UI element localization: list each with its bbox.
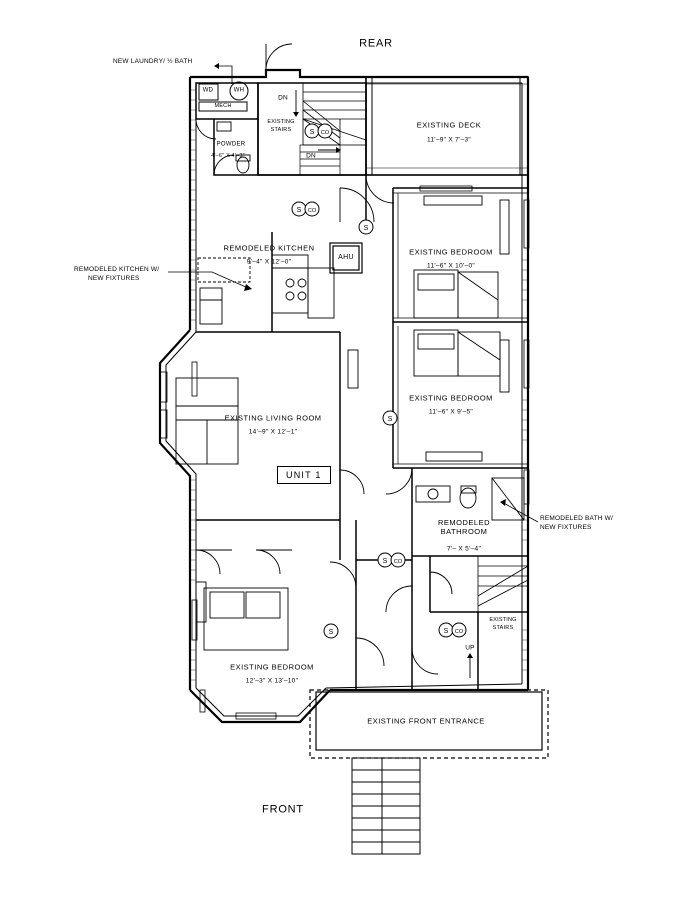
svg-text:CO: CO (454, 629, 464, 635)
callout-remodeled-kitchen (74, 266, 159, 284)
svg-text:S: S (382, 558, 388, 565)
room-dim-remodeled-kitchen: 9'–4" X 12'–0" (246, 258, 292, 266)
direction-label-up: UP (465, 644, 475, 652)
callout-remodeled-bath (540, 515, 613, 533)
svg-text:S: S (328, 629, 334, 636)
room-label-existing-bedroom-3: EXISTING BEDROOM (230, 662, 314, 672)
callout-remodeled-bath-line2: NEW FIXTURES (540, 523, 592, 531)
stairs-label-front-line1: EXISTING (489, 616, 517, 623)
svg-text:CO: CO (307, 208, 317, 214)
stairs-label-rear-line2: STAIRS (270, 126, 292, 133)
svg-text:S: S (387, 416, 393, 423)
direction-label-dn-upper: DN (278, 94, 288, 102)
fixture-label-washer-dryer: WD (202, 87, 214, 94)
callout-new-laundry-half-bath: NEW LAUNDRY/ ½ BATH (113, 58, 193, 65)
wall-hatching (190, 87, 528, 680)
room-label-existing-bedroom-2: EXISTING BEDROOM (409, 393, 493, 403)
rear-stair-arrow (293, 90, 299, 117)
svg-text:CO: CO (320, 130, 330, 136)
room-dim-existing-bedroom-2: 11'–6" X 9'–5" (428, 408, 474, 416)
callout-leaders (168, 63, 538, 522)
room-label-remodeled-kitchen: REMODELED KITCHEN (223, 243, 315, 253)
direction-label-dn-lower: DN (306, 152, 316, 160)
callout-remodeled-kitchen-line2: NEW FIXTURES (88, 274, 140, 282)
fixture-label-ahu: AHU (338, 253, 354, 261)
up-arrow-line (467, 653, 473, 678)
stairs-label-rear-line1: EXISTING (267, 118, 295, 125)
room-label-remodeled-bathroom: REMODELED BATHROOM (437, 518, 490, 536)
room-label-existing-front-entrance: EXISTING FRONT ENTRANCE (367, 716, 485, 726)
room-label-existing-living-room: EXISTING LIVING ROOM (224, 413, 322, 423)
front-bedroom-furniture (196, 550, 292, 650)
front-stairs-treads (478, 556, 528, 612)
svg-text:S: S (363, 225, 369, 232)
callout-remodeled-kitchen-line1: REMODELED KITCHEN W/ (74, 266, 160, 273)
room-dim-remodeled-bathroom: 7'– X 5'–4" (446, 545, 482, 553)
lower-stair-treads (300, 145, 340, 175)
front-steps (352, 758, 420, 854)
svg-text:CO: CO (393, 559, 403, 565)
room-label-existing-bedroom-1: EXISTING BEDROOM (409, 247, 493, 257)
partition-inner-lines (393, 193, 528, 464)
living-room-walls (196, 332, 412, 690)
room-dim-existing-bedroom-1: 11'–6" X 10'–0" (427, 262, 475, 270)
fixture-label-water-heater: WH (233, 87, 245, 94)
rear-orientation-label: REAR (359, 37, 393, 50)
unit-tag: UNIT 1 (277, 466, 331, 484)
room-label-powder: POWDER (216, 141, 246, 148)
room-dim-existing-living-room: 14'–9" X 12'–1" (248, 428, 298, 436)
room-label-existing-deck: EXISTING DECK (416, 120, 482, 130)
room-dim-existing-bedroom-3: 12'–3" X 13'–10" (245, 677, 299, 685)
svg-text:S: S (443, 628, 449, 635)
bathroom-fixtures (416, 478, 524, 520)
living-room-furniture (176, 350, 358, 464)
callout-remodeled-bath-line1: REMODELED BATH W/ (540, 515, 613, 522)
fixture-label-mechanical: MECH (214, 102, 232, 109)
room-dim-powder: 4'–6" X 4'–3" (211, 152, 245, 159)
room-dim-existing-deck: 11'–9" X 7'–3" (426, 136, 472, 144)
front-orientation-label: FRONT (262, 803, 304, 816)
svg-text:S: S (309, 129, 315, 136)
stairs-label-front-line2: STAIRS (492, 624, 514, 631)
svg-text:S: S (296, 207, 302, 214)
detector-symbols (292, 124, 466, 638)
